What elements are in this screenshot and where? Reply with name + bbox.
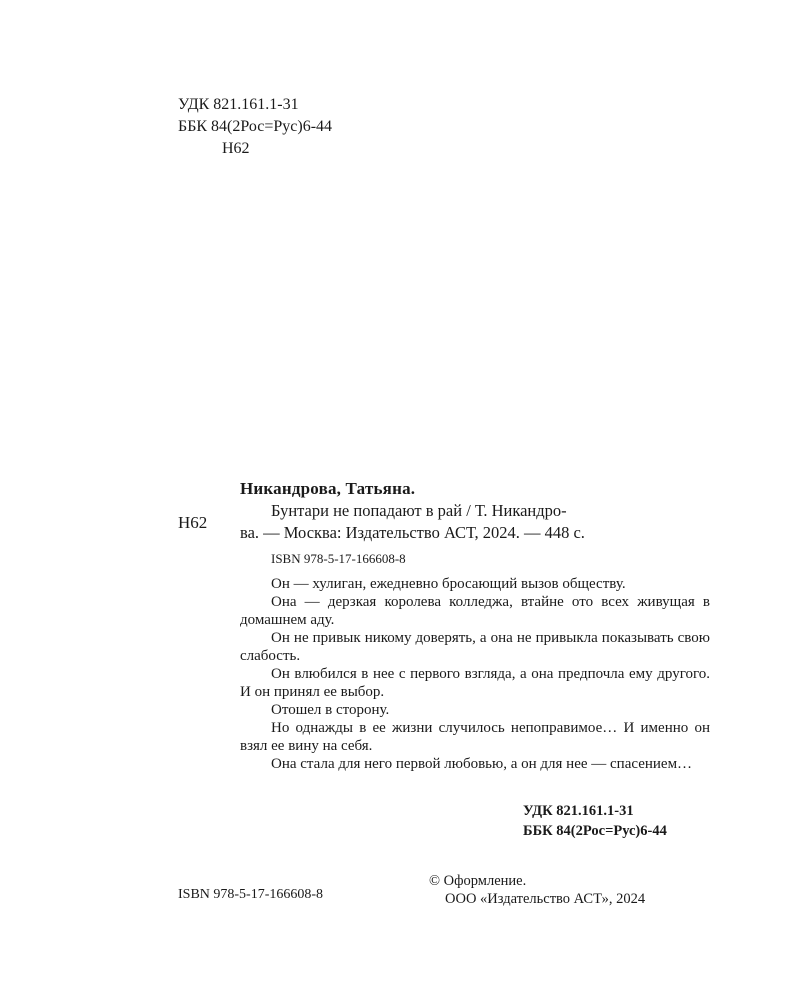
annotation-paragraph: Он — хулиган, ежедневно бросающий вызов обществу.: [271, 576, 626, 592]
top-udk: УДК 821.161.1-31: [178, 96, 299, 113]
annotation-paragraph: Она стала для него первой любовью, а он для нее — спасением…: [271, 756, 693, 772]
card-udk: УДК 821.161.1-31: [523, 803, 634, 819]
annotation-paragraph: Отошел в сторону.: [271, 702, 390, 718]
annotation: [240, 575, 710, 773]
publisher-copyright: ООО «Издательство АСТ», 2024: [445, 891, 646, 907]
annotation-paragraph: Но однажды в ее жизни случилось непоправимое… И именно он взял ее вину на себя.: [240, 720, 710, 754]
card-isbn: ISBN 978-5-17-166608-8: [271, 551, 406, 566]
bibliographic-line-1: Бунтари не попадают в рай / Т. Никандро-: [271, 501, 567, 520]
annotation-paragraph: Он влюбился в нее с первого взгляда, а она предпочла ему другого. И он принял ее выбор.: [240, 666, 710, 700]
top-author-mark: Н62: [222, 140, 250, 157]
card-author-mark: Н62: [178, 513, 208, 532]
annotation-paragraph: Она — дерзкая королева колледжа, втайне ото всех живущая в домашнем аду.: [240, 594, 710, 628]
footer-isbn: ISBN 978-5-17-166608-8: [178, 887, 324, 902]
top-bbk: ББК 84(2Рос=Рус)6-44: [178, 118, 333, 135]
card-bbk: ББК 84(2Рос=Рус)6-44: [523, 823, 667, 839]
author-name: Никандрова, Татьяна.: [240, 479, 416, 498]
bibliographic-line-2: ва. — Москва: Издательство АСТ, 2024. — 448 с.: [240, 523, 585, 542]
annotation-paragraph: Он не привык никому доверять, а она не привыкла показывать свою слабость.: [240, 630, 710, 664]
design-copyright: © Оформление.: [429, 873, 527, 889]
